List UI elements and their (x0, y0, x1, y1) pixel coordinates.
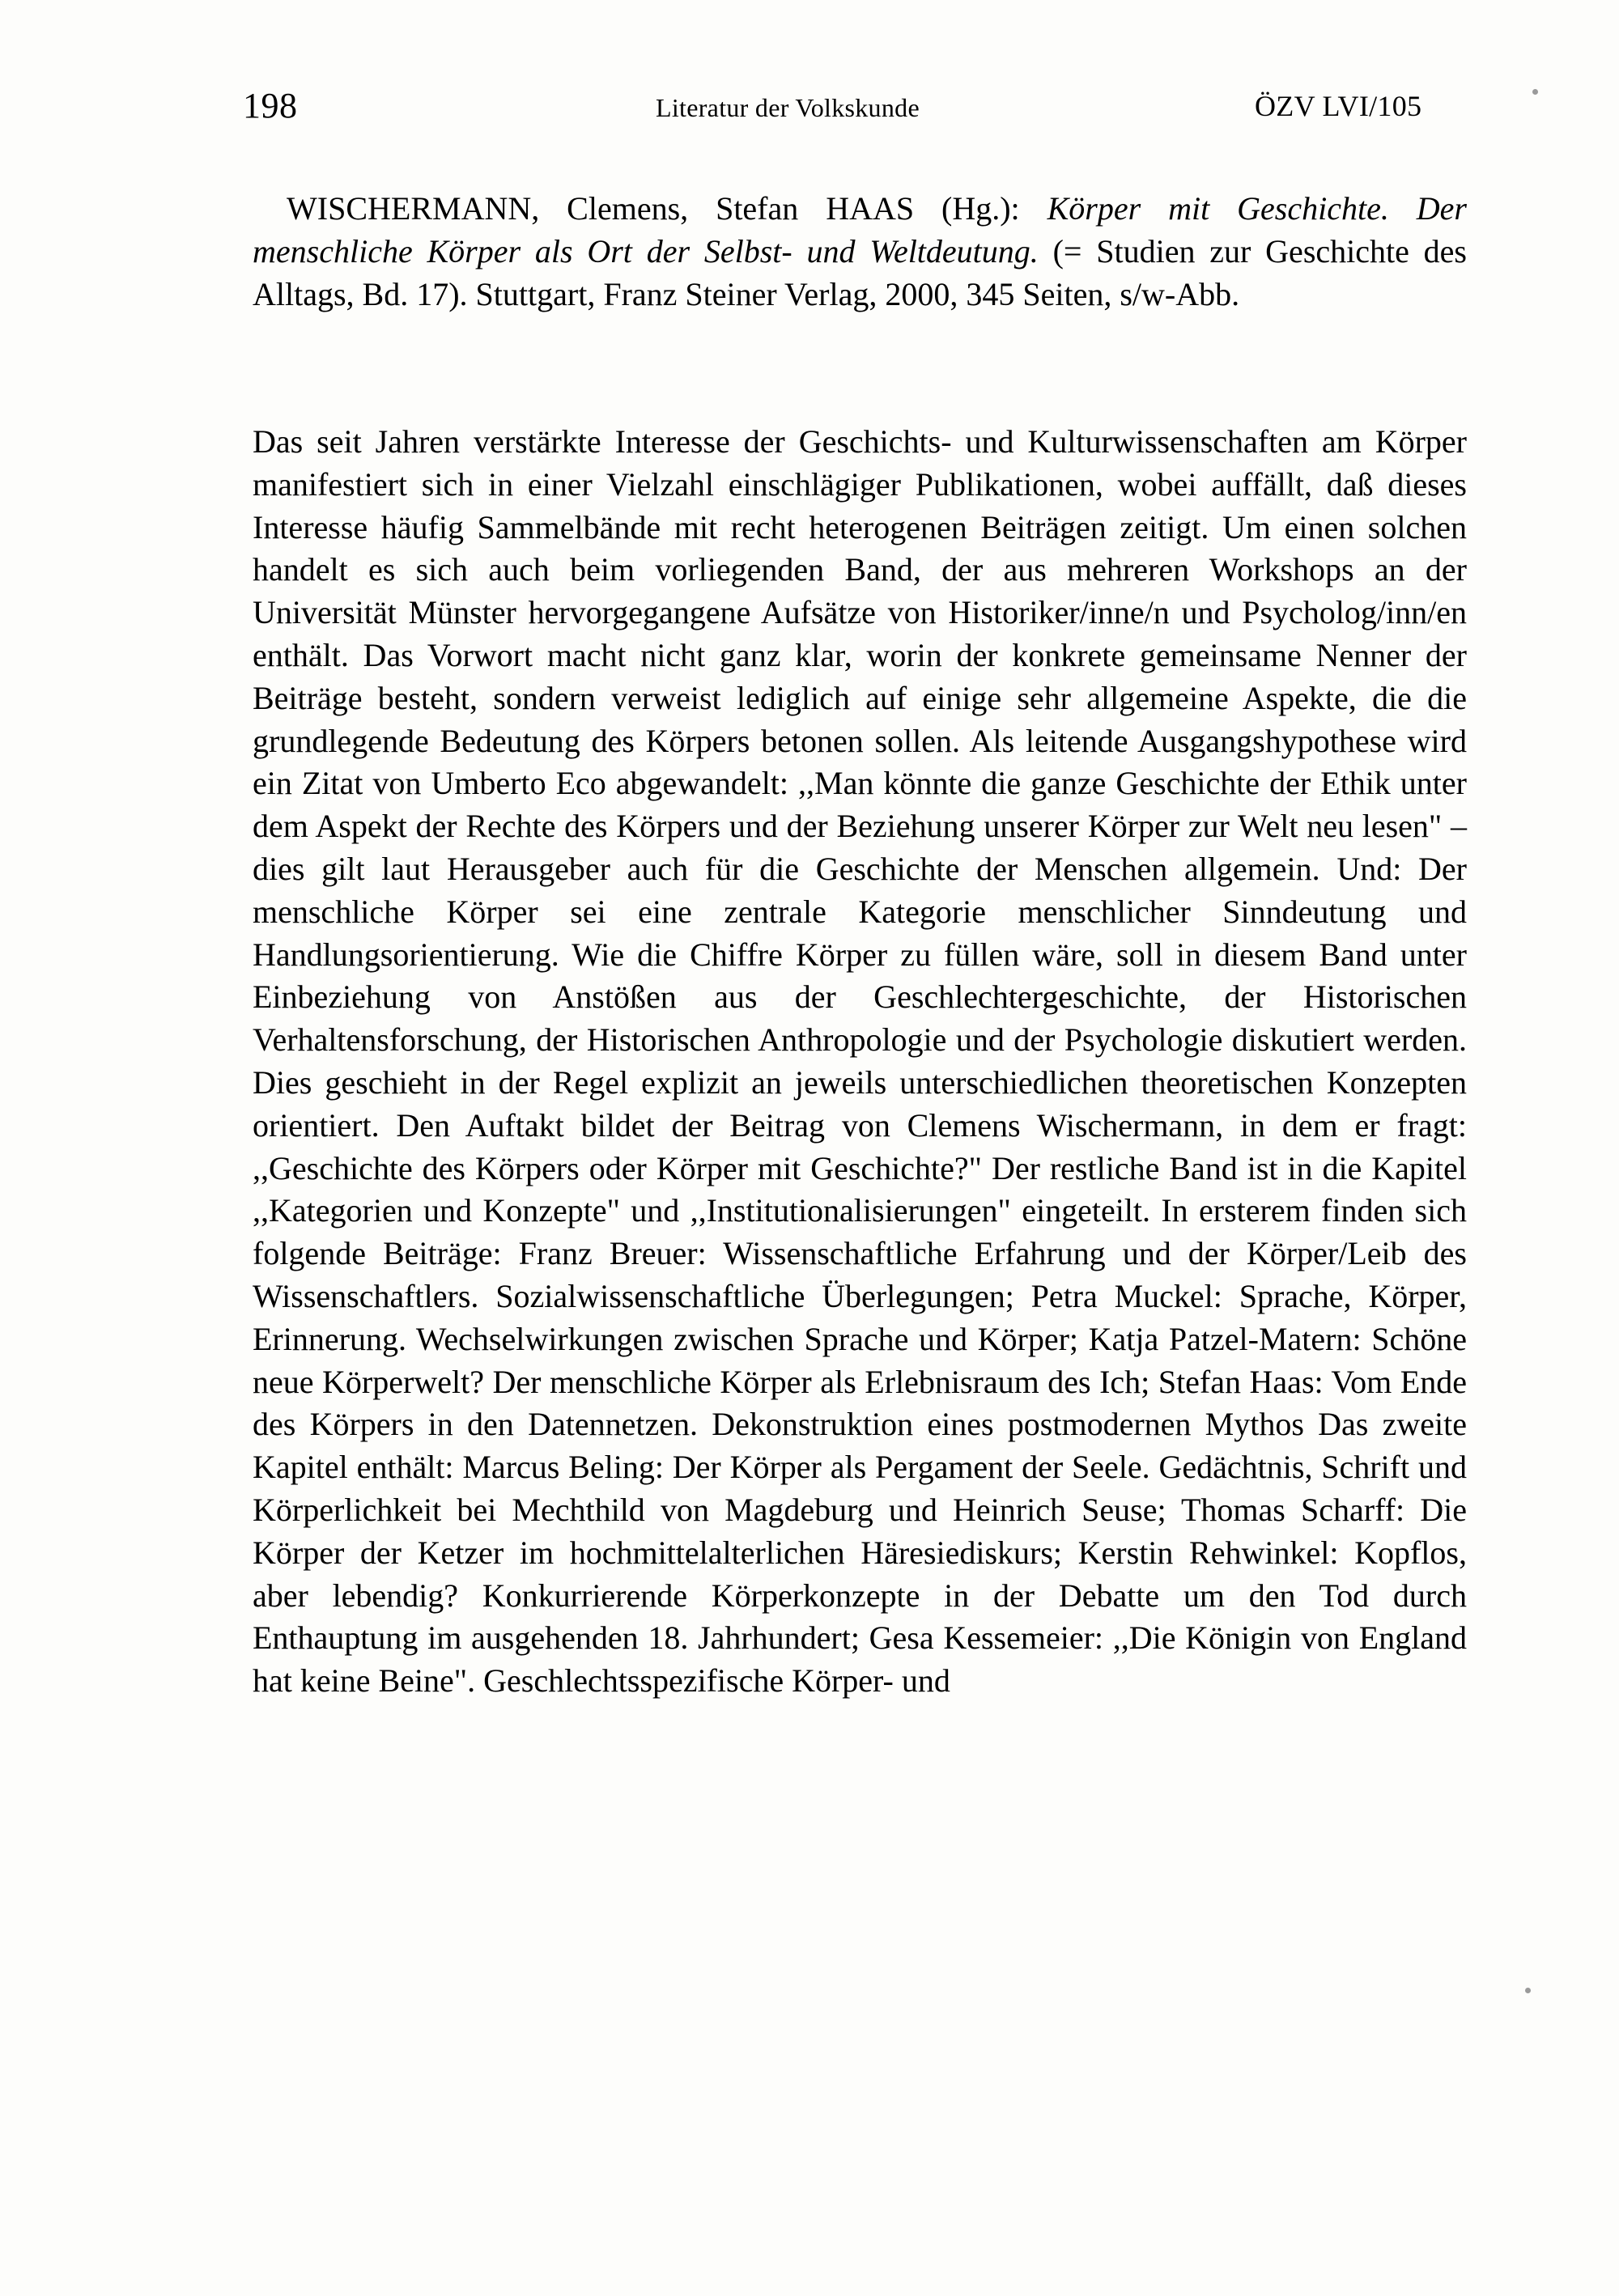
review-paragraph: Das seit Jahren verstärkte Interesse der Geschichts- und Kulturwissenschaften am Körper manifestiert sich in einer Vielzahl einschlägiger Publikationen, wobei auffällt, daß dieses Interesse häufig Sammelbände mit recht heterogenen Beiträgen zeitigt. Um einen solchen handelt es sich auch beim vorliegenden Band, der aus mehreren Workshops an der Universität Münster hervorgegangene Aufsätze von Historiker/inne/n und Psycholog/inn/en enthält. Das Vorwort macht nicht ganz klar, worin der konkrete gemeinsame Nenner der Beiträge besteht, sondern verweist lediglich auf einige sehr allgemeine Aspekte, die die grundlegende Bedeutung des Körpers betonen sollen. Als leitende Ausgangshypothese wird ein Zitat von Umberto Eco abgewandelt: ,,Man könnte die ganze Geschichte der Ethik unter dem Aspekt der Rechte des Körpers und der Beziehung unserer Körper zur Welt neu lesen" – dies gilt laut Herausgeber auch für die Geschichte der Menschen allgemein. Und: Der menschliche Körper sei eine zentrale Kategorie menschlicher Sinndeutung und Handlungsorientierung. Wie die Chiffre Körper zu füllen wäre, soll in diesem Band unter Einbeziehung von Anstößen aus der Geschlechtergeschichte, der Historischen Verhaltensforschung, der Historischen Anthropologie und der Psychologie diskutiert werden. Dies geschieht in der Regel explizit an jeweils unterschiedlichen theoretischen Konzepten orientiert. Den Auftakt bildet der Beitrag von Clemens Wischermann, in dem er fragt: ,,Geschichte des Körpers oder Körper mit Geschichte?" Der restliche Band ist in die Kapitel ,,Kategorien und Konzepte" und ,,Institutionalisierungen" eingeteilt. In ersterem finden sich folgende Beiträge: Franz Breuer: Wissenschaftliche Erfahrung und der Körper/Leib des Wissenschaftlers. Sozialwissenschaftliche Überlegungen; Petra Muckel: Sprache, Körper, Erinnerung. Wechselwirkungen zwischen Sprache und Körper; Katja Patzel-Matern: Schöne neue Körperwelt? Der menschliche Körper als Erlebnisraum des Ich; Stefan Haas: Vom Ende des Körpers in den Datennetzen. Dekonstruktion eines postmodernen Mythos Das zweite Kapitel enthält: Marcus Beling: Der Körper als Pergament der Seele. Gedächtnis, Schrift und Körperlichkeit bei Mechthild von Magdeburg und Heinrich Seuse; Thomas Scharff: Die Körper der Ketzer im hochmittelalterlichen Häresiediskurs; Kerstin Rehwinkel: Kopflos, aber lebendig? Konkurrierende Körperkonzepte in der Debatte um den Tod durch Enthauptung im ausgehenden 18. Jahrhundert; Gesa Kessemeier: ,,Die Königin von England hat keine Beine". Geschlechtsspezifische Körper- und (253, 423, 1467, 1700)
citation-publication-info: (= Studien zur Geschichte des Alltags, Bd. 17). Stuttgart, Franz Steiner Verlag, 2000, 345 Seiten, s/w-Abb. (253, 232, 1467, 312)
bibliographic-citation (253, 188, 1467, 316)
page-number: 198 (243, 86, 298, 125)
citation-authors: WISCHERMANN, Clemens, Stefan HAAS (Hg.): (287, 190, 1047, 227)
scan-artifact-dot-bottom (1525, 1988, 1531, 1993)
scan-artifact-dot-top (1532, 89, 1538, 95)
running-title: Literatur der Volkskunde (656, 93, 920, 122)
citation-title: Körper mit Geschichte. Der menschliche Körper als Ort der Selbst- und Weltdeutung. (253, 190, 1467, 269)
page-header (243, 85, 1457, 134)
journal-reference: ÖZV LVI/105 (1255, 90, 1422, 122)
review-body (253, 421, 1467, 1703)
